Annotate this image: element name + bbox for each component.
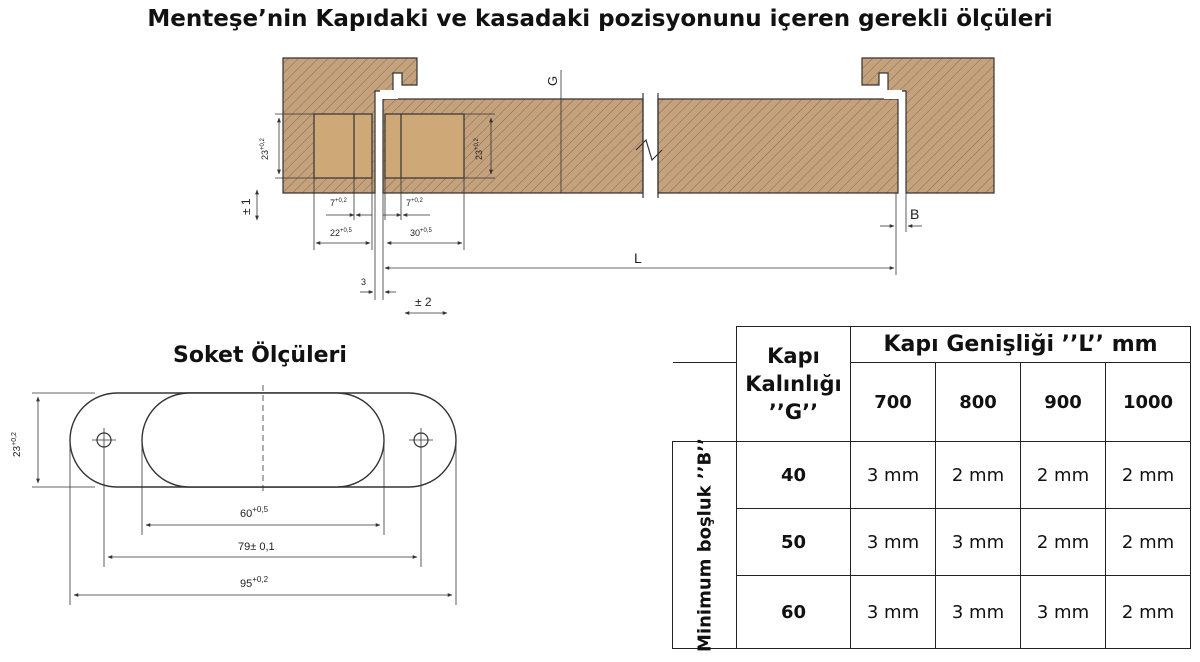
table-cell: 3 mm [936,576,1021,649]
table-cell: 3 mm [851,509,936,576]
dim-23-right: $23^{+0,2}$ [474,138,484,160]
dim-22: $22^{+0,5}$ [330,228,352,238]
label-b: B [910,206,920,222]
col-header: 800 [936,363,1021,442]
door-panel-right [658,99,898,193]
table-row [673,442,1191,509]
side-label: Minimum boşluk ’’B’’ [673,442,737,649]
table-row [673,576,1191,649]
dim-3: 3 [361,277,367,287]
hinge-door-part [385,114,464,178]
socket-title: Soket Ölçüleri [173,343,347,368]
table-corner-2 [673,363,737,442]
page-title: Menteşe’nin Kapıdaki ve kasadaki pozisyonunu içeren gerekli ölçüleri [147,6,1053,32]
table-cell: 2 mm [1106,442,1191,509]
table-cell: 3 mm [1021,576,1106,649]
tol-pm1: ± 1 [239,198,253,215]
spec-table [672,326,1191,652]
hinge-frame-part [314,114,372,178]
dim-7-left: $7^{+0,2}$ [330,198,347,208]
socket-dim-23: $23^{+0,2}$ [11,432,23,457]
label-l: L [634,250,642,266]
thickness-header: Kapı Kalınlığı ’’G’’ [737,327,851,442]
table-corner [673,327,737,363]
socket-dim-60: $60^{+0,5}$ [240,505,269,520]
table-cell: 2 mm [936,442,1021,509]
table-cell: 2 mm [1106,509,1191,576]
tol-pm2: ± 2 [415,295,432,309]
col-header: 900 [1021,363,1106,442]
dim-7-right: $7^{+0,2}$ [406,198,423,208]
door-frame-diagram [0,0,1200,330]
row-label: 40 [737,442,851,509]
table-cell: 3 mm [851,576,936,649]
label-g: G [545,75,560,86]
table-cell: 2 mm [1106,576,1191,649]
row-label: 50 [737,509,851,576]
table-cell: 3 mm [936,509,1021,576]
socket-dim-95: $95^{+0,2}$ [240,575,269,590]
socket-diagram [0,385,470,655]
row-label: 60 [737,576,851,649]
table-cell: 2 mm [1021,509,1106,576]
dim-23-left: $23^{+0,2}$ [260,138,270,160]
break-mark [643,93,658,198]
table-cell: 2 mm [1021,442,1106,509]
col-header: 1000 [1106,363,1191,442]
dim-30: $30^{+0,5}$ [410,228,432,238]
col-header: 700 [851,363,936,442]
table-cell: 3 mm [851,442,936,509]
width-header: Kapı Genişliği ’’L’’ mm [851,327,1191,363]
table-row [673,509,1191,576]
socket-dim-79: 79± 0,1 [238,541,275,553]
